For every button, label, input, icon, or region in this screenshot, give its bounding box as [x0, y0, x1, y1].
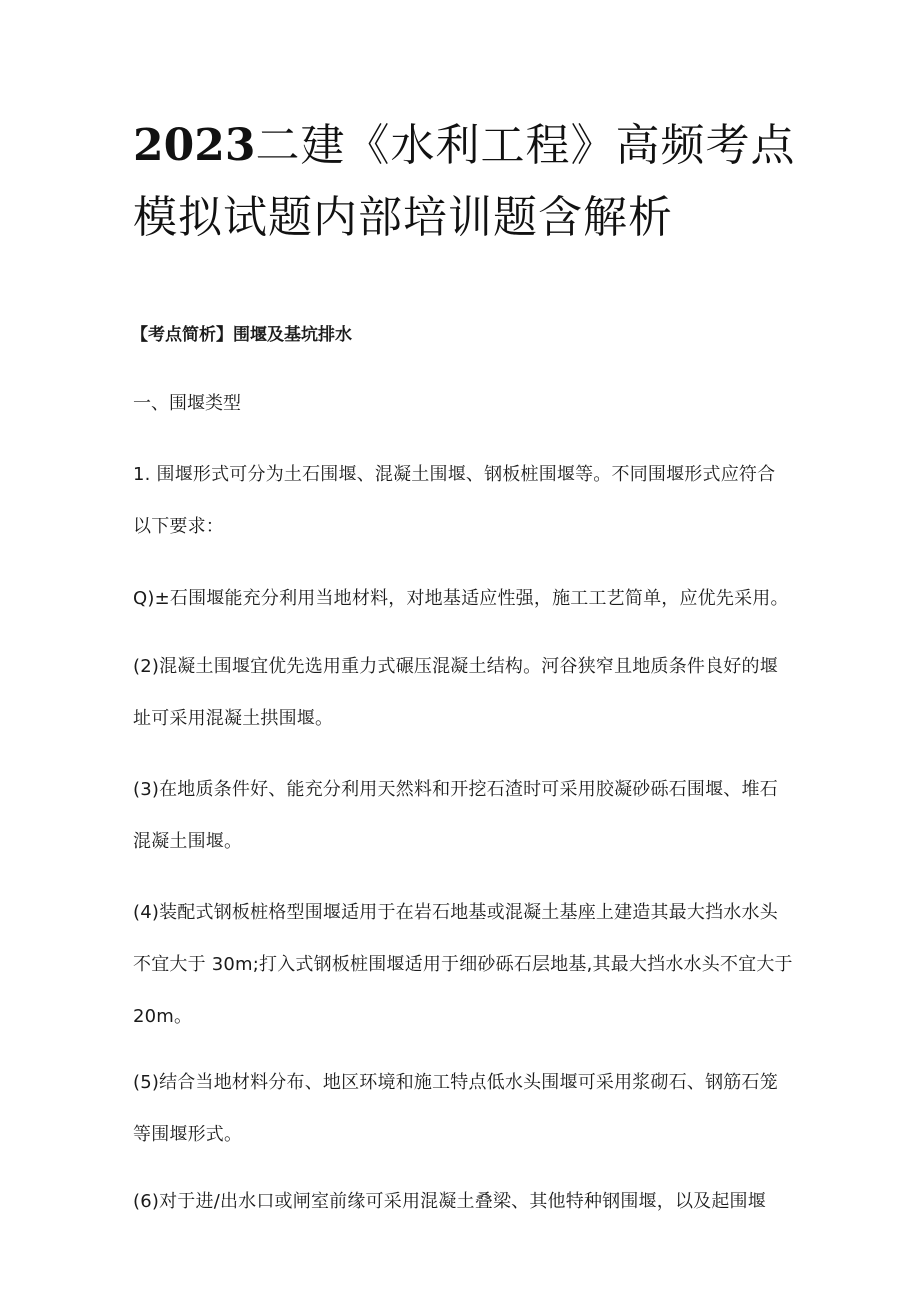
paragraph-4: (3)在地质条件好、能充分利用天然料和开挖石渣时可采用胶凝砂砾石围堰、堆石混凝土围堰。: [133, 779, 778, 852]
paragraph-1: 1. 围堰形式可分为土石围堰、混凝土围堰、钢板桩围堰等。不同围堰形式应符合以下要求：: [133, 464, 776, 537]
document-title: [133, 110, 813, 254]
paragraph-7: (6)对于进/出水口或闸室前缘可采用混凝土叠梁、其他特种钢围堰，以及起围堰: [133, 1191, 766, 1212]
paragraph-2: Q)±石围堰能充分利用当地材料，对地基适应性强，施工工艺简单，应优先采用。: [133, 588, 789, 609]
paragraph-3: (2)混凝土围堰宜优先选用重力式碾压混凝土结构。河谷狭窄且地质条件良好的堰址可采用混凝土拱围堰。: [133, 656, 778, 729]
paragraph-5: (4)装配式钢板桩格型围堰适用于在岩石地基或混凝土基座上建造其最大挡水水头不宜大于 30m;打入式钢板桩围堰适用于细砂砾石层地基,其最大挡水水头不宜大于 20m。: [133, 902, 793, 1027]
section-heading: 【考点简析】围堰及基坑排水: [131, 325, 352, 345]
title-year: 2023: [133, 120, 256, 171]
paragraph-6: (5)结合当地材料分布、地区环境和施工特点低水头围堰可采用浆砌石、钢筋石笼等围堰形式。: [133, 1072, 778, 1145]
sub-heading: 一、围堰类型: [133, 393, 241, 414]
title-text: 二建《水利工程》高频考点模拟试题内部培训题含解析: [133, 120, 796, 243]
